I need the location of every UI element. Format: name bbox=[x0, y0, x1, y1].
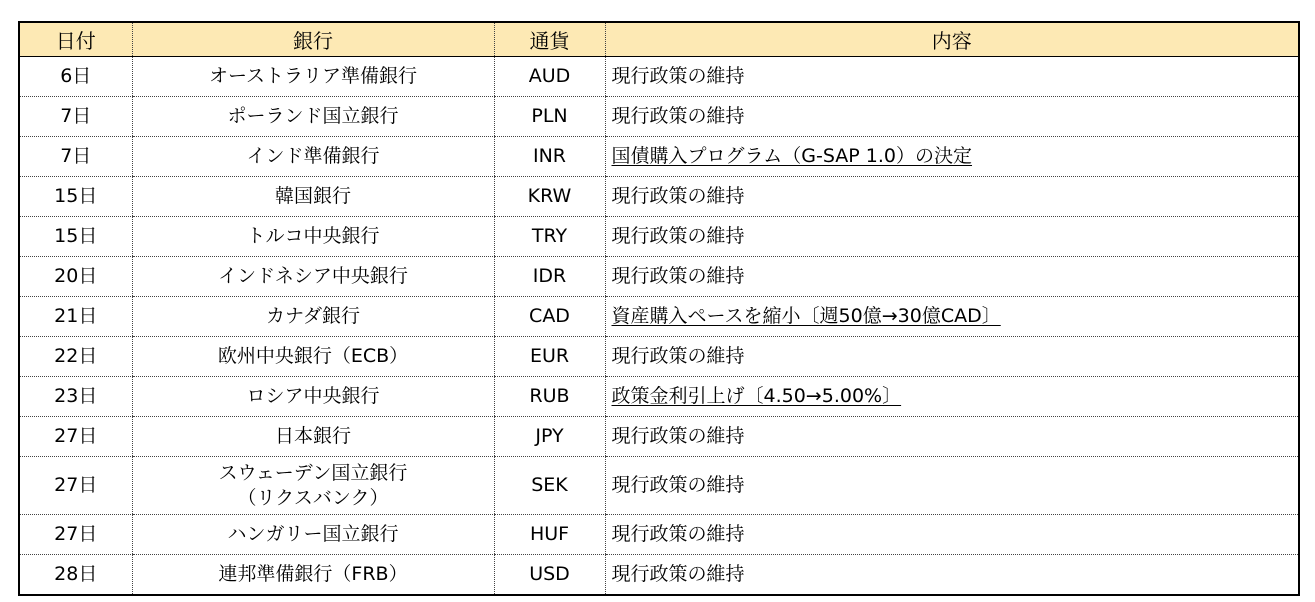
content-text: 現行政策の維持 bbox=[611, 185, 745, 207]
central-bank-table-wrapper bbox=[18, 21, 1300, 596]
table-row bbox=[19, 457, 1299, 515]
content-text: 現行政策の維持 bbox=[611, 265, 745, 287]
cell-currency: SEK bbox=[494, 457, 605, 515]
cell-content bbox=[605, 137, 1299, 177]
cell-bank: オーストラリア準備銀行 bbox=[132, 57, 494, 97]
cell-bank: ポーランド国立銀行 bbox=[132, 97, 494, 137]
cell-date: 22日 bbox=[19, 337, 132, 377]
table-row bbox=[19, 137, 1299, 177]
cell-currency: INR bbox=[494, 137, 605, 177]
table-row bbox=[19, 297, 1299, 337]
central-bank-decisions-table bbox=[18, 21, 1300, 596]
table-row bbox=[19, 417, 1299, 457]
header-bank: 銀行 bbox=[132, 22, 494, 57]
cell-currency: JPY bbox=[494, 417, 605, 457]
cell-bank: カナダ銀行 bbox=[132, 297, 494, 337]
cell-currency: CAD bbox=[494, 297, 605, 337]
cell-content bbox=[605, 177, 1299, 217]
cell-currency: EUR bbox=[494, 337, 605, 377]
content-text: 現行政策の維持 bbox=[611, 105, 745, 127]
cell-content bbox=[605, 217, 1299, 257]
cell-currency: HUF bbox=[494, 515, 605, 555]
cell-date: 23日 bbox=[19, 377, 132, 417]
cell-bank: インドネシア中央銀行 bbox=[132, 257, 494, 297]
cell-currency: PLN bbox=[494, 97, 605, 137]
content-text: 現行政策の維持 bbox=[611, 474, 745, 496]
header-content: 内容 bbox=[605, 22, 1299, 57]
table-row bbox=[19, 337, 1299, 377]
bank-name-line2: （リクスバンク） bbox=[237, 486, 389, 509]
cell-bank: 連邦準備銀行（FRB） bbox=[132, 555, 494, 596]
cell-date: 7日 bbox=[19, 97, 132, 137]
table-row bbox=[19, 257, 1299, 297]
cell-content bbox=[605, 555, 1299, 596]
cell-currency: TRY bbox=[494, 217, 605, 257]
cell-content bbox=[605, 515, 1299, 555]
bank-name-line1: スウェーデン国立銀行 bbox=[218, 461, 408, 484]
cell-currency: IDR bbox=[494, 257, 605, 297]
cell-date: 6日 bbox=[19, 57, 132, 97]
content-text: 現行政策の維持 bbox=[611, 225, 745, 247]
content-text-underlined: 政策金利引上げ〔4.50→5.00%〕 bbox=[611, 385, 902, 407]
cell-content bbox=[605, 457, 1299, 515]
content-text: 現行政策の維持 bbox=[611, 563, 745, 585]
cell-date: 7日 bbox=[19, 137, 132, 177]
content-text: 現行政策の維持 bbox=[611, 523, 745, 545]
cell-content bbox=[605, 377, 1299, 417]
cell-currency: USD bbox=[494, 555, 605, 596]
table-row bbox=[19, 57, 1299, 97]
cell-bank: 欧州中央銀行（ECB） bbox=[132, 337, 494, 377]
cell-bank bbox=[132, 457, 494, 515]
header-date: 日付 bbox=[19, 22, 132, 57]
cell-content bbox=[605, 337, 1299, 377]
cell-currency: RUB bbox=[494, 377, 605, 417]
table-body bbox=[19, 57, 1299, 596]
cell-content bbox=[605, 297, 1299, 337]
cell-bank: 韓国銀行 bbox=[132, 177, 494, 217]
cell-date: 21日 bbox=[19, 297, 132, 337]
cell-content bbox=[605, 97, 1299, 137]
cell-date: 27日 bbox=[19, 417, 132, 457]
table-header bbox=[19, 22, 1299, 57]
cell-date: 20日 bbox=[19, 257, 132, 297]
cell-bank: トルコ中央銀行 bbox=[132, 217, 494, 257]
header-currency: 通貨 bbox=[494, 22, 605, 57]
cell-currency: AUD bbox=[494, 57, 605, 97]
cell-content bbox=[605, 417, 1299, 457]
content-text: 現行政策の維持 bbox=[611, 425, 745, 447]
cell-bank: 日本銀行 bbox=[132, 417, 494, 457]
cell-date: 27日 bbox=[19, 515, 132, 555]
table-row bbox=[19, 217, 1299, 257]
cell-bank: インド準備銀行 bbox=[132, 137, 494, 177]
content-text-underlined: 資産購入ペースを縮小〔週50億→30億CAD〕 bbox=[611, 305, 1001, 327]
cell-content bbox=[605, 257, 1299, 297]
cell-currency: KRW bbox=[494, 177, 605, 217]
cell-bank: ロシア中央銀行 bbox=[132, 377, 494, 417]
header-row bbox=[19, 22, 1299, 57]
table-row bbox=[19, 377, 1299, 417]
cell-date: 15日 bbox=[19, 177, 132, 217]
cell-date: 15日 bbox=[19, 217, 132, 257]
table-row bbox=[19, 177, 1299, 217]
table-row bbox=[19, 555, 1299, 596]
cell-date: 27日 bbox=[19, 457, 132, 515]
cell-date: 28日 bbox=[54, 563, 98, 585]
table-row bbox=[19, 515, 1299, 555]
content-text-underlined: 国債購入プログラム（G-SAP 1.0）の決定 bbox=[611, 145, 973, 167]
table-row bbox=[19, 97, 1299, 137]
content-text: 現行政策の維持 bbox=[611, 65, 745, 87]
cell-bank: ハンガリー国立銀行 bbox=[132, 515, 494, 555]
cell-content bbox=[605, 57, 1299, 97]
content-text: 現行政策の維持 bbox=[611, 345, 745, 367]
